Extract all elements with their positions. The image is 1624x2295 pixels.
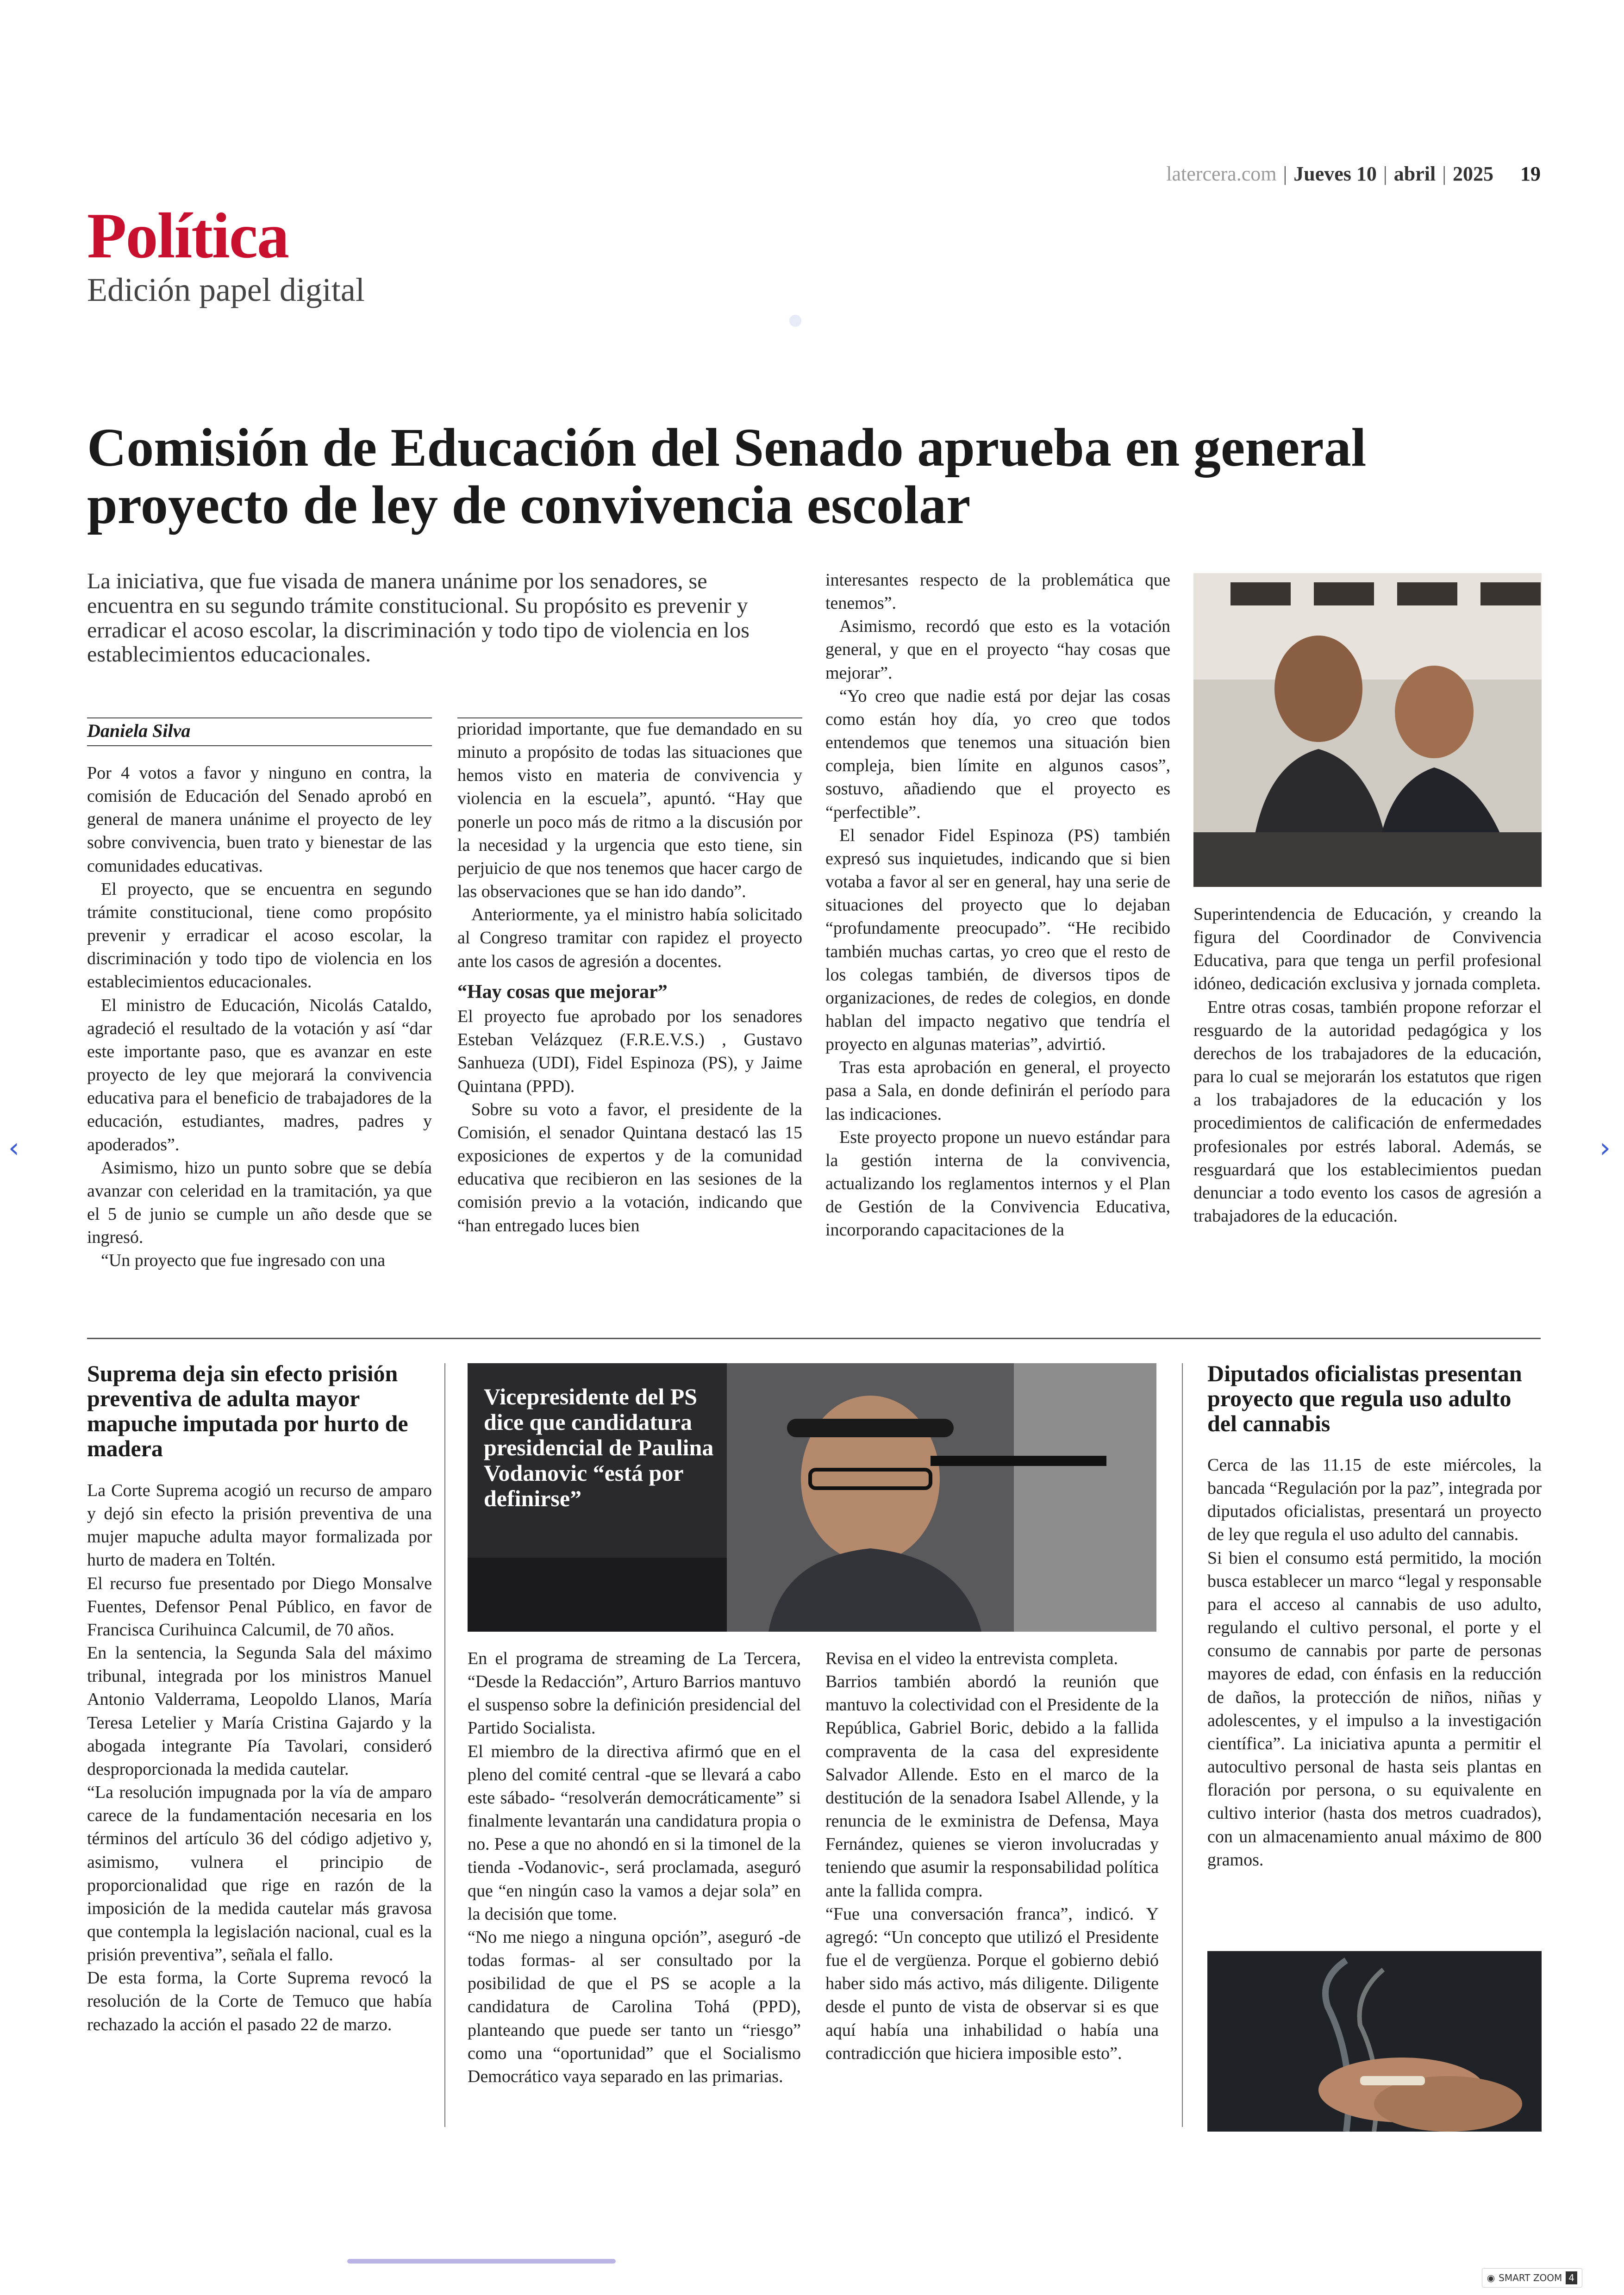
page-header-info: latercera.com | Jueves 10 | abril | 2025 19 <box>1166 162 1541 185</box>
paragraph: Sobre su voto a favor, el presidente de la Comisión, el senador Quintana destacó las 15 exposiciones de expertos y de la comunidad educativa que recibieron en las sesiones de la comisión previo a la votación, indicando que “han entregado luces bien <box>457 1099 802 1235</box>
paragraph: “La resolución impugnada por la vía de amparo carece de la fundamentación necesaria en los términos del artículo 36 del código adjetivo y, asimismo, vulnera el principio de proporcionalidad que rige en razón de la imposición de la medida cautelar más gravosa que contempla la legislación nacional, cual es la prisión preventiva”, señala el fallo. <box>87 1783 432 1965</box>
smart-zoom-label: SMART ZOOM <box>1499 2272 1562 2283</box>
paragraph: Por 4 votos a favor y ninguno en contra, la comisión de Educación del Senado aprobó en general de manera unánime el proyecto de ley sobre convivencia, buen trato y bienestar de las comunidades educativas. <box>87 763 432 876</box>
cannabis-photo <box>1207 1951 1542 2132</box>
section-subtitle: Edición papel digital <box>87 271 365 308</box>
paragraph: El proyecto, que se encuentra en segundo trámite constitucional, tiene como propósito prevenir y erradicar el acoso escolar, la discriminación y todo tipo de violencia en los establecimientos educacionales. <box>87 879 432 992</box>
article-column-3 <box>825 568 1170 1242</box>
article-subhead: “Hay cosas que mejorar” <box>457 981 668 1003</box>
paragraph: En el programa de streaming de La Tercera, “Desde la Redacción”, Arturo Barrios mantuvo el suspenso sobre la definición presidencial del Partido Socialista. <box>468 1649 801 1738</box>
byline: Daniela Silva <box>87 720 191 741</box>
prev-page-arrow-icon[interactable]: ‹ <box>8 1132 19 1164</box>
paragraph: El proyecto fue aprobado por los senadores Esteban Velázquez (F.R.E.V.S.) , Gustavo Sanhueza (UDI), Fidel Espinoza (PS), y Jaime Quintana (PPD). <box>457 1007 802 1096</box>
paragraph: El senador Fidel Espinoza (PS) también expresó sus inquietudes, indicando que si bien votaba a favor al ser en general, hay una serie de situaciones del proyecto que lo dejaban “profundamente preocupado”. “He recibido también muchas cartas, yo creo que el resto de los colegas también, de diversos tipos de organizaciones, de redes de colegios, en donde hablan del impacto negativo que tendría el proyecto en algunas materias”, advirtió. <box>825 825 1170 1054</box>
paragraph: “No me niego a ninguna opción”, aseguró -de todas formas- al ser consultado por la posibilidad de que el PS se acople a la candidatura de Carolina Tohá (PPD), planteando que puede ser tanto un “riesgo” como una “oportunidad” que el Socialismo Democrático vaya separado en las primarias. <box>468 1927 801 2086</box>
zoom-number: 4 <box>1566 2271 1577 2284</box>
paragraph: “Yo creo que nadie está por dejar las cosas como están hoy día, yo creo que todos entendemos que tenemos una situación bien compleja, bien límite en algunos casos”, sostuvo, añadiendo que el proyecto es “perfectible”. <box>825 686 1170 822</box>
brief-body-ps-1 <box>468 1647 801 2088</box>
brief-headline-supreme-court: Suprema deja sin efecto prisión preventiva de adulta mayor mapuche imputada por hurto de madera <box>87 1360 408 1461</box>
paragraph: Asimismo, hizo un punto sobre que se debía avanzar con celeridad en la tramitación, ya que el 5 de junio se cumple un año desde que se ingresó. <box>87 1158 432 1247</box>
byline-rule-bottom <box>87 745 432 746</box>
column-divider <box>444 1363 445 2127</box>
byline-rule-top <box>87 717 432 718</box>
paragraph: Barrios también abordó la reunión que mantuvo la colectividad con el Presidente de la República, Gabriel Boric, debido a la fallida compraventa de la casa del expresidente Salvador Allende. Esto en el marco de la destitución de la senadora Isabel Allende, y la renuncia de le exministra de Defensa, Maya Fernández, quienes se vieron involucradas y teniendo que asumir la responsabilidad política ante la fallida compra. <box>825 1672 1159 1901</box>
paragraph: Si bien el consumo está permitido, la moción busca establecer un marco “legal y responsable para el acceso al cannabis de uso adulto, regulando el cultivo personal, el porte y el consumo de cannabis por parte de personas mayores de edad, con énfasis en la reducción de daños, la protección de niños, niñas y adolescentes, y el impulso a la investigación científica”. La iniciativa apunta a permitir el autocultivo personal de hasta seis plantas en floración por persona, o su equivalente en cultivo interior (hasta dos metros cuadrados), con un almacenamiento anual máximo de 800 gramos. <box>1207 1548 1542 1870</box>
smart-zoom-control[interactable] <box>1482 2268 1582 2288</box>
paragraph: Cerca de las 11.15 de este miércoles, la bancada “Regulación por la paz”, integrada por diputados oficialistas, presentará un proyecto de ley que regula el uso adulto del cannabis. <box>1207 1455 1542 1545</box>
brief-body-cannabis <box>1207 1453 1542 1871</box>
main-lede: La iniciativa, que fue visada de manera unánime por los senadores, se encuentra en su segundo trámite constitucional. Su propósito es prevenir y erradicar el acoso escolar, la discriminación y todo tipo de violencia en los establecimientos educacionales. <box>87 569 750 667</box>
paragraph: “Un proyecto que fue ingresado con una <box>101 1251 386 1271</box>
section-divider <box>87 1338 1541 1339</box>
paragraph: Asimismo, recordó que esto es la votación general, y que en el proyecto “hay cosas que mejorar”. <box>825 617 1170 683</box>
paragraph: De esta forma, la Corte Suprema revocó la resolución de la Corte de Temuco que había rechazado la acción el pasado 22 de marzo. <box>87 1968 432 2034</box>
brief-body-supreme-court <box>87 1479 432 2036</box>
paragraph: El recurso fue presentado por Diego Monsalve Fuentes, Defensor Penal Público, en favor de Francisca Curihuinca Calcumil, de 70 años. <box>87 1573 432 1640</box>
next-page-arrow-icon[interactable]: › <box>1599 1132 1611 1164</box>
paragraph: El ministro de Educación, Nicolás Cataldo, agradeció el resultado de la votación y así “dar este importante paso, que es avanzar en este proyecto de ley que mejorará la convivencia educativa para el beneficio de trabajadores de la educación, estudiantes, madres, padres y apoderados”. <box>87 995 432 1154</box>
brief-headline-ps: Vicepresidente del PS dice que candidatura presidencial de Paulina Vodanovic “está por definirse” <box>484 1384 714 1511</box>
header-day: Jueves 10 <box>1293 162 1377 185</box>
link-marker-icon[interactable] <box>789 315 801 327</box>
paragraph: Revisa en el video la entrevista completa. <box>825 1649 1118 1668</box>
main-headline: Comisión de Educación del Senado aprueba en general proyecto de ley de convivencia escolar <box>87 417 1367 535</box>
paragraph: El miembro de la directiva afirmó que en el pleno del comité central -que se llevará a cabo este sábado- “resolverán democráticamente” si finalmente levantarán una candidatura propia o no. Pese a que no ahondó en si la timonel de la tienda -Vodanovic-, será proclamada, aseguró que “en ningún caso la vamos a dejar sola” en la decisión que tome. <box>468 1741 801 1924</box>
header-month: abril <box>1393 162 1436 185</box>
eye-icon: ◉ <box>1487 2272 1495 2283</box>
article-column-4 <box>1193 903 1542 1228</box>
page-scrollbar[interactable] <box>347 2259 616 2264</box>
paragraph: La Corte Suprema acogió un recurso de amparo y dejó sin efecto la prisión preventiva de una mujer mapuche adulta mayor formalizada por hurto de madera en Toltén. <box>87 1481 432 1570</box>
paragraph: Anteriormente, ya el ministro había solicitado al Congreso tramitar con rapidez el proyecto ante los casos de agresión a docentes. <box>457 905 802 971</box>
paragraph: “Fue una conversación franca”, indicó. Y agregó: “Un concepto que utilizó el Presidente fue el de vergüenza. Porque el gobierno debió haber sido más activo, más diligente. Diligente desde el punto de vista de observar si es que aquí había una inhabilidad o había una contradicción que hiciera imposible esto”. <box>825 1904 1159 2063</box>
paragraph: Tras esta aprobación en general, el proyecto pasa a Sala, en donde definirán el período para las indicaciones. <box>825 1058 1170 1124</box>
header-year: 2025 <box>1453 162 1493 185</box>
paragraph: prioridad importante, que fue demandado en su minuto a propósito de todas las situaciones que hemos visto en materia de convivencia y violencia en la escuela”, apuntó. “Hay que ponerle un poco más de ritmo a la discusión por la necesidad y la urgencia que esto tiene, sin perjuicio de que nos tenemos que hacer cargo de las observaciones que se han ido dando”. <box>457 719 802 902</box>
article-column-2 <box>457 717 802 1237</box>
section-title: Política <box>87 200 288 272</box>
page-number: 19 <box>1520 162 1541 185</box>
senators-photo <box>1193 573 1542 887</box>
paragraph: Este proyecto propone un nuevo estándar para la gestión interna de la convivencia, actualizando los reglamentos internos y el Plan de Gestión de la Convivencia Educativa, incorporando capacitaciones de la <box>825 1127 1170 1240</box>
brief-body-ps-2 <box>825 1647 1159 2065</box>
article-column-1 <box>87 761 432 1272</box>
column-divider <box>1182 1363 1183 2127</box>
paragraph: interesantes respecto de la problemática que tenemos”. <box>825 570 1170 613</box>
paragraph: Entre otras cosas, también propone reforzar el resguardo de la autoridad pedagógica y los derechos de los trabajadores de la educación, para lo cual se mejorarán los estatutos que rigen a los trabajadores de la educación y los procedimientos de calificación de enfermedades profesionales por estrés laboral. Además, se resguardará que los establecimientos puedan denunciar a todo evento los casos de agresión a trabajadores de la educación. <box>1193 997 1542 1226</box>
brief-headline-cannabis: Diputados oficialistas presentan proyecto que regula uso adulto del cannabis <box>1207 1360 1522 1436</box>
site-name: latercera.com <box>1166 162 1277 185</box>
paragraph: En la sentencia, la Segunda Sala del máximo tribunal, integrada por los ministros Manuel Antonio Valderrama, Leopoldo Llanos, María Teresa Letelier y María Cristina Gajardo y la abogada integrante Pía Tavolari, consideró desproporcionada la medida cautelar. <box>87 1643 432 1779</box>
paragraph: Superintendencia de Educación, y creando la figura del Coordinador de Convivencia Educativa, para que tenga un perfil profesional idóneo, dedicación exclusiva y jornada completa. <box>1193 904 1542 994</box>
